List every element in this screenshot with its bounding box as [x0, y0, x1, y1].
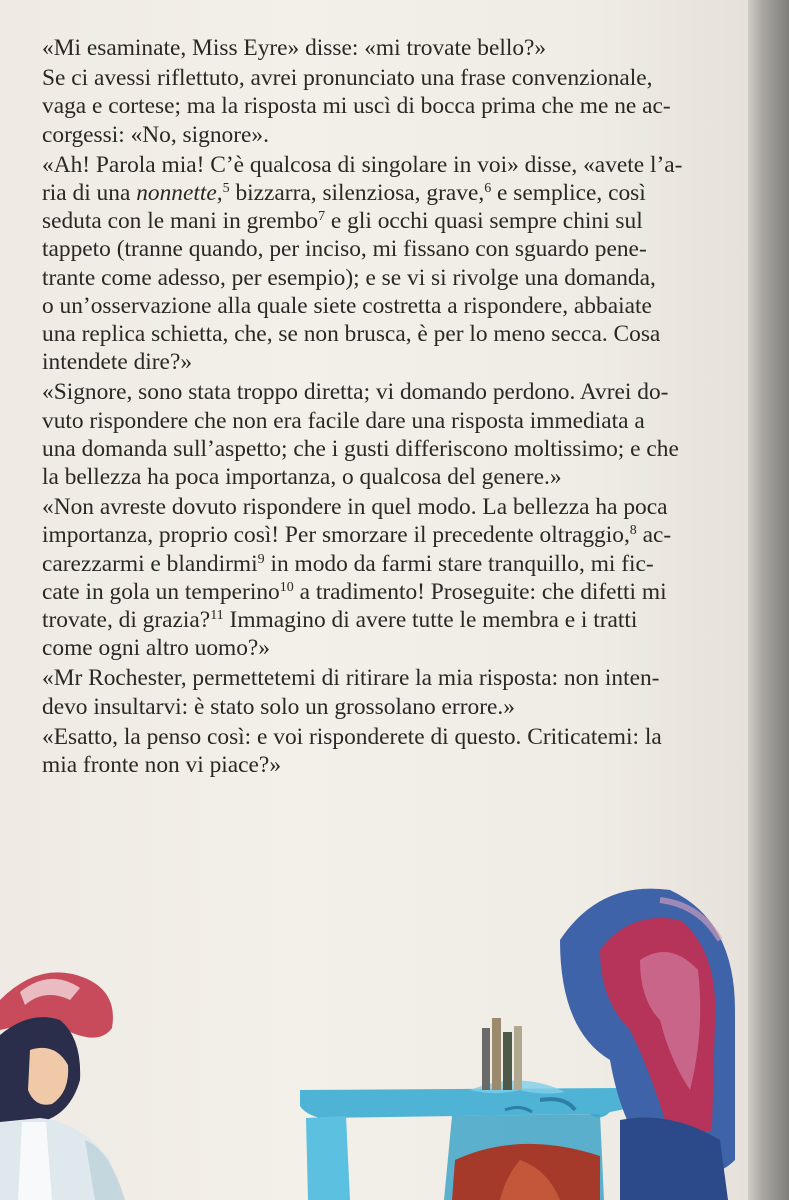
- footnote-ref: 11: [210, 608, 224, 624]
- footnote-ref: 6: [484, 181, 492, 197]
- woman-figure: [0, 972, 125, 1200]
- paragraph: «Signore, sono stata troppo diretta; vi domando perdono. Avrei do- vuto rispondere che non era facile dare una risposta immediata a una domanda sull’aspetto; che i gusti differiscono moltissimo; e che la bellezza ha poca importanza, o qualcosa del genere.»: [42, 379, 679, 491]
- body-text: [42, 34, 728, 779]
- footnote-ref: 8: [629, 523, 637, 539]
- paragraph: «Ah! Parola mia! C’è qualcosa di singolare in voi» disse, «avete l’a- ria di una nonnette,$^5$ bizzarra, silenziosa, grave,$^6$ e semplice, così seduta con le mani in grembo$^7$ e gli occhi quasi sempre chini sul tappeto (tranne quando, per inciso, mi fissano con sguardo pene- trante come adesso, per esempio); e se vi si rivolge una domanda, o un’osservazione alla quale siete costretta a rispondere, abbaiate una replica schietta, che, se non brusca, è per lo meno secca. Cosa intendete dire?»: [42, 151, 683, 376]
- paragraph: «Mr Rochester, permettetemi di ritirare la mia risposta: non inten- devo insultarvi: è stato solo un grossolano errore.»: [42, 665, 660, 720]
- paragraph: «Non avreste dovuto rispondere in quel modo. La bellezza ha poca importanza, proprio così! Per smorzare il precedente oltraggio,$^8$ ac- carezzarmi e blandirmi$^9$ in modo da farmi stare tranquillo, mi fic- cate in gola un temperino$^{10}$ a tradimento! Proseguite: che difetti mi trovate, di grazia?$^{11}$ Immagino di avere tutte le membra e i tratti come ogni altro uomo?»: [42, 494, 672, 662]
- italic-word: nonnette,: [136, 180, 223, 207]
- paragraph: Se ci avessi riflettuto, avrei pronunciato una frase convenzionale, vaga e cortese; ma la risposta mi uscì di bocca prima che me ne ac- corgessi: «No, signore».: [42, 65, 671, 148]
- footnote-ref: 10: [279, 579, 294, 595]
- woman-portrait-and-fireplace-illustration: [0, 860, 748, 1200]
- paragraph: «Esatto, la penso così: e voi risponderete di questo. Criticatemi: la mia fronte non vi piace?»: [42, 723, 662, 779]
- fireplace: [300, 1018, 631, 1200]
- footnote-ref: 7: [318, 209, 326, 225]
- page-edge-shadow: [748, 0, 789, 1200]
- footnote-ref: 9: [257, 551, 265, 567]
- paragraph: «Mi esaminate, Miss Eyre» disse: «mi trovate bello?»: [42, 35, 547, 61]
- footnote-ref: 5: [222, 181, 230, 197]
